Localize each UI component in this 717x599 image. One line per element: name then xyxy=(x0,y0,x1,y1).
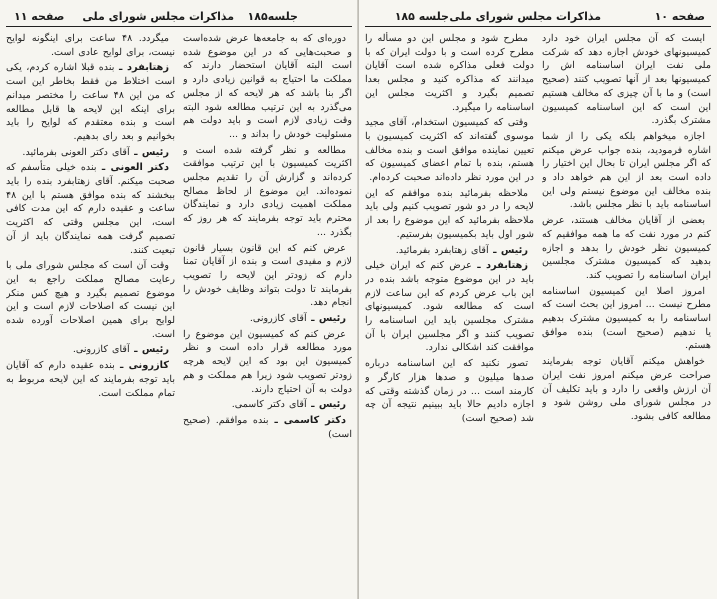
paragraph-text: عرض کنم که کمیسیون این موضوع را مورد مطالعه قرار داده است و نظر کمیسیون این بود که این لایحه هرچه زودتر تصویب شود زیرا هم مملکت و هم دولت به آن احتیاج دارند. xyxy=(183,328,352,395)
paragraph xyxy=(542,285,711,354)
paragraph-text: بنده موافقم. (صحیح است) xyxy=(183,414,352,440)
paragraph-text: تصور نکنید که این اساسنامه درباره صدها میلیون و صدها هزار کارگر و کارمند است ... در زمان گذشته وقتی که اجازه دادیم حالا باید ببینیم نتیجه آن چه شد (صحیح است) xyxy=(365,358,534,424)
header-rule xyxy=(365,26,711,27)
running-title: مذاکرات مجلس شورای ملی xyxy=(449,10,601,23)
paragraph-text: آقای دکتر العونی بفرمائید. xyxy=(22,146,130,158)
paragraph xyxy=(183,414,352,441)
paragraph-text: بعضی از آقایان مخالف هستند، عرض کنم در مورد نفت که ما همه موافقیم که کمیسیون نظر خودش را بدهد و اجازه بدهید که کمیسیون مشترک مجلسین ایران اساسنامه را تصویب کند. xyxy=(542,215,711,281)
paragraph xyxy=(183,312,352,326)
speaker-name: دکتر العونی ـ xyxy=(96,162,170,174)
right-page-header xyxy=(365,4,711,34)
paragraph xyxy=(365,187,534,242)
paragraph xyxy=(183,398,352,412)
speaker-name: کازرونی ـ xyxy=(114,360,169,372)
paragraph xyxy=(6,161,175,257)
page-number: صفحه ۱۰ xyxy=(654,10,705,23)
paragraph-text: مطرح شود و مجلس این دو مسأله را مطرح کرده است و با دولت ایران که با دولت فعلی مذاکره شده است آقایان میدانند که مذاکره کنید و مجلس بعدا تصمیم بگیرد و اکثریت مجلس این اساسنامه را میگیرد. xyxy=(365,33,534,113)
paragraph xyxy=(6,32,175,59)
paragraph-text: عرض کنم که این قانون بسیار قانون لازم و مفیدی است و بنده از آقایان تمنا دارم که زودتر این لایحه را تصویب بفرمایند تا دولت بتواند وظایف خودش را انجام دهد. xyxy=(183,242,352,309)
session-number: جلسه ۱۸۵ xyxy=(394,10,449,23)
paragraph-text: آقای دکتر کاسمی. xyxy=(231,399,307,411)
page-number: صفحه ۱۱ xyxy=(14,10,65,23)
text-column-right xyxy=(183,32,352,593)
text-column-left xyxy=(365,32,534,593)
left-page-header xyxy=(6,4,352,34)
paragraph xyxy=(6,343,175,357)
paragraph xyxy=(365,244,534,258)
paragraph-text: اجازه میخواهم بلکه یکی را از شما اشاره فرمودید، بنده جواب عرض میکنم که اگر مجلس ایران تا بحال این اختیار را داده است بعد از این هم خواهد داد و بنده مخالف این موضوع نیستم ولی این اساسنامه باید با نظر مجلس باشد. xyxy=(542,130,711,211)
paragraph-text: امروز اصلا این کمیسیون اساسنامه مطرح نیست ... امروز این بحث است که اساسنامه را به کمیسیون مشترک بدهیم یا ندهیم (صحیح است) بنده موافق هستم. xyxy=(542,285,711,352)
paragraph-text: خواهش میکنم آقایان توجه بفرمایند صراحت عرض میکنم امروز نفت ایران آن ارزش واقعی را دارد و باید تکلیف آن در مجلس شورای ملی روشن شود و مطالعه کافی بشود. xyxy=(542,356,711,422)
paragraph-text: بنده خیلی متأسفم که صحبت میکنم. آقای زهتابفرد بنده را باید ببخشند که بنده موافق هستم با این ۴۸ ساعت و عقیده دارم که این مدت کافی است، این مجلس وقتی که اکثریت تصمیم گرفت همه نمایندگان باید از آن تبعیت کنند. xyxy=(6,162,175,256)
text-column-right xyxy=(542,32,711,593)
paragraph xyxy=(6,359,175,400)
paragraph-text: آقای کازرونی. xyxy=(249,313,307,325)
paragraph xyxy=(6,259,175,341)
paragraph xyxy=(542,32,711,128)
paragraph-text: عرض کنم که ایران خیلی باید در این موضوع متوجه باشد بنده در این باب عرض کردم که این ساعت لازم است که مطالعه شود. کمیسیونهای مشترک مجلسین باید این اساسنامه را تصویب کنند و اگر مجلسین ایران با آن موافقت کند اشکالی ندارد. xyxy=(365,260,534,354)
running-title: مذاکرات مجلس شورای ملی xyxy=(82,10,234,23)
speaker-name: رئیس ـ xyxy=(306,399,346,411)
paragraph xyxy=(183,328,352,397)
paragraph-text: وقتی که کمیسیون استخدام، آقای مجید موسوی گفته‌اند که اکثریت کمیسیون با تعیین نماینده موافق است و بنده مخالف هستم، بنده با تمام اعضای کمیسیون که در این مورد نظر داده‌اند صحبت کرده‌ام. xyxy=(365,117,534,184)
paragraph-text: ملاحظه بفرمائید بنده موافقم که این لایحه را در دو شور تصویب کنیم ولی باید ملاحظه بفرمائید که این موضوع را بعد از شور اول باید بکمیسیون بفرستیم. xyxy=(365,187,534,240)
paragraph xyxy=(183,32,352,142)
paragraph xyxy=(542,355,711,424)
paragraph-text: میگردد. ۴۸ ساعت برای اینگونه لوایح نیست، برای لوایح عادی است. xyxy=(6,33,175,58)
paragraph xyxy=(6,146,175,160)
right-page xyxy=(359,0,717,599)
paragraph xyxy=(183,144,352,240)
paragraph-text: مطالعه و نظر گرفته شده است و اکثریت کمیسیون با این ترتیب موافقت کرده‌اند و گزارش آن را تقدیم مجلس نموده‌اند. این موضوع از لحاظ مصالح مملکت اهمیت زیادی دارد و نمایندگان محترم باید توجه بفرمایند که هر روز که بگذرد ... xyxy=(183,144,352,238)
paragraph xyxy=(365,357,534,426)
paragraph-text: بنده قبلا اشاره کردم، یکی است اختلاط من فقط بخاطر این است که من این ۴۸ ساعت را مختصر میدانم برای اینکه این لایحه ها قابل مطالعه است و بنده معتقدم که لوایح را باید بخوانیم و بعد رای بدهیم. xyxy=(6,62,175,142)
speaker-name: زهتابفرد ـ xyxy=(114,62,169,74)
right-page-columns xyxy=(365,32,711,593)
paragraph-text: آقای زهتابفرد بفرمائید. xyxy=(395,244,489,256)
paragraph xyxy=(365,32,534,114)
left-page-columns xyxy=(6,32,352,593)
speaker-name: رئیس ـ xyxy=(129,344,169,356)
text-column-left xyxy=(6,32,175,593)
paragraph-text: دوره‌ای که به جامعه‌ها عرض شده‌است و صحبت‌هایی که در این موضوع شده است البته آقایان استحضار دارند که مملکت ما احتیاج به قوانین زیادی دارد و اگر بنا باشد که هر لایحه که از مجلس می‌گذرد به این ترتیب مطالعه شود البته وقت زیادی لازم است و باید دولت هم مسئولیت خودش را بداند و ... xyxy=(183,33,352,140)
paragraph xyxy=(365,259,534,355)
paragraph xyxy=(183,242,352,311)
speaker-name: رئیس ـ xyxy=(306,313,346,325)
paragraph-text: ایست که آن مجلس ایران خود دارد کمیسیونهای خودش اجازه دهد که شرکت ملی نفت ایران اساسنامه اش را کمیسیونها بعد از آنها تصویب کنند (صحیح است) و ما با آن چیزی که مخالف هستیم این است که این اساسنامه کمیسیون مشترک بگذرد. xyxy=(542,33,711,127)
speaker-name: رئیس ـ xyxy=(129,146,169,158)
speaker-name: دکتر کاسمی ـ xyxy=(268,414,346,426)
paragraph-text: بنده عقیده دارم که آقایان باید توجه بفرمایند که این لایحه مربوط به تمام مملکت است. xyxy=(6,360,175,399)
paragraph xyxy=(6,61,175,143)
paragraph xyxy=(365,116,534,185)
paragraph-text: آقای کازرونی. xyxy=(72,344,130,356)
session-number: جلسه۱۸۵ xyxy=(247,10,298,23)
paragraph-text: وقت آن است که مجلس شورای ملی با رعایت مصالح مملکت راجع به این موضوع تصمیم بگیرد و هیچ کس منکر این نیست که اصلاحات لازم است و این لوایح برای همین اصلاحات آورده شده است. xyxy=(6,260,175,340)
paragraph xyxy=(542,214,711,283)
header-rule xyxy=(6,26,352,27)
speaker-name: زهتابفرد ـ xyxy=(471,260,528,272)
paragraph xyxy=(542,130,711,212)
left-page xyxy=(0,0,358,599)
speaker-name: رئیس ـ xyxy=(488,244,528,256)
